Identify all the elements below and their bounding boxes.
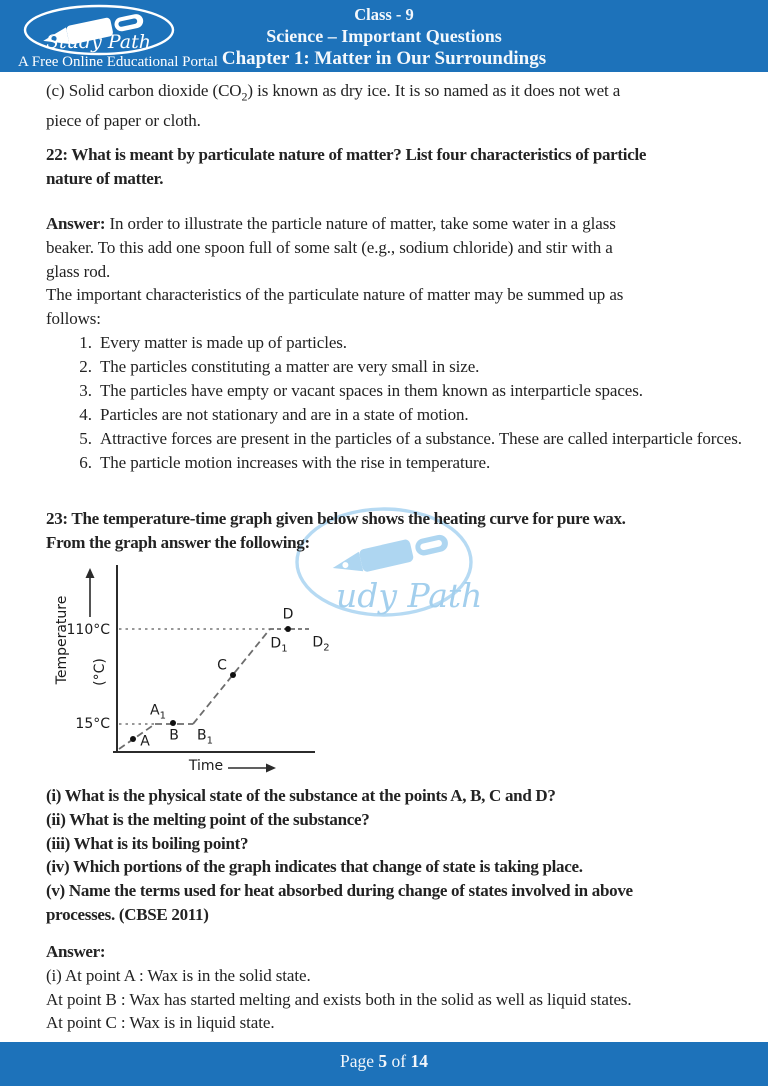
point-label-A: A [140,733,150,750]
text-line: (c) Solid carbon dioxide $(CO_2)$ is known as dry ice. It is so named as it does not wet a [46,81,621,104]
header-class-line: Class - 9 [354,5,414,24]
heating-curve-graph [40,556,370,788]
text-line: (ii) What is the melting point of the substance? [46,809,370,829]
page-header [0,0,768,72]
footer-current-page: 5 [378,1051,388,1071]
characteristics-list [46,331,768,475]
text-line: follows: [46,309,101,329]
text-line: From the graph answer the following: [46,532,310,552]
text-line: 23: The temperature-time graph given below shows the heating curve for pure wax. [46,509,626,528]
list-item: 6. The particle motion increases with the rise in temperature. [96,451,768,475]
point-label-A1: $A_1$ [150,702,166,722]
point-label-D1: $D_1$ [270,635,288,655]
text-line: (i) What is the physical state of the substance at the points A, B, C and D? [46,786,556,805]
y-axis-units-label: (°C) [92,658,108,686]
y-tick-110: 110°C [66,622,110,638]
x-axis-label: Time [188,758,224,774]
list-item: 1. Every matter is made up of particles. [96,331,768,355]
question-22 [46,143,746,191]
question-23 [46,507,746,555]
point-label-C: C [217,657,227,674]
list-item: 5. Attractive forces are present in the particles of a substance. These are called interparticle forces. [96,427,768,451]
text-line: 22: What is meant by particulate nature of matter? List four characteristics of particle [46,145,647,164]
text-line: (v) Name the terms used for heat absorbed during change of states involved in above [46,881,633,901]
text-line: glass rod. [46,261,111,281]
text-line: At point B : Wax has started melting and exists both in the solid as well as liquid states. [46,989,632,1009]
heating-curve-plot [40,556,370,788]
list-item: 3. The particles have empty or vacant spaces in them known as interparticle spaces. [96,379,768,403]
watermark-script-text: udy Path [336,576,483,615]
header-subject-line: Science – Important Questions [266,26,502,46]
y-tick-15: 15°C [75,716,110,732]
text-line: nature of matter. [46,168,164,188]
text-line: The important characteristics of the particulate nature of matter may be summed up as [46,285,624,305]
text-line: beaker. To this add one spoon full of some salt (e.g., sodium chloride) and stir with a [46,237,613,257]
y-axis-label: Temperature [54,595,70,685]
point-label-B1: $B_1$ [197,727,213,747]
answer-22 [46,212,746,331]
list-item: 4. Particles are not stationary and are in a state of motion. [96,403,768,427]
logo-script-text: Study Path [46,31,151,53]
footer-page-number: Page 5 of 14 [340,1051,428,1071]
paragraph-c-dry-ice [46,79,746,133]
logo-tagline: A Free Online Educational Portal [18,54,218,70]
text-line: (i) At point A : Wax is in the solid state. [46,965,311,985]
header-chapter-line: Chapter 1: Matter in Our Surroundings [221,48,547,69]
answer-label: Answer: [46,942,106,961]
point-label-D: D [282,606,294,623]
text-line: processes. (CBSE 2011) [46,904,209,924]
page-footer [0,1042,768,1086]
point-label-B: B [169,727,179,744]
subscript-2: 2 [241,89,248,104]
text-line: piece of paper or cloth. [46,111,201,131]
studypath-logo [6,3,230,71]
text-line: (iii) What is its boiling point? [46,833,249,853]
answer-label: Answer: [46,214,106,233]
answer-23 [46,940,746,1035]
list-item: 2. The particles constituting a matter are very small in size. [96,355,768,379]
text-line: Answer: In order to illustrate the particle nature of matter, take some water in a glass [46,214,616,233]
point-label-D2: $D_2$ [312,634,330,654]
text-line: (iv) Which portions of the graph indicates that change of state is taking place. [46,857,583,877]
footer-total-pages: 14 [410,1051,428,1071]
text-line: At point C : Wax is in liquid state. [46,1013,275,1033]
question-23-subquestions [46,784,746,927]
